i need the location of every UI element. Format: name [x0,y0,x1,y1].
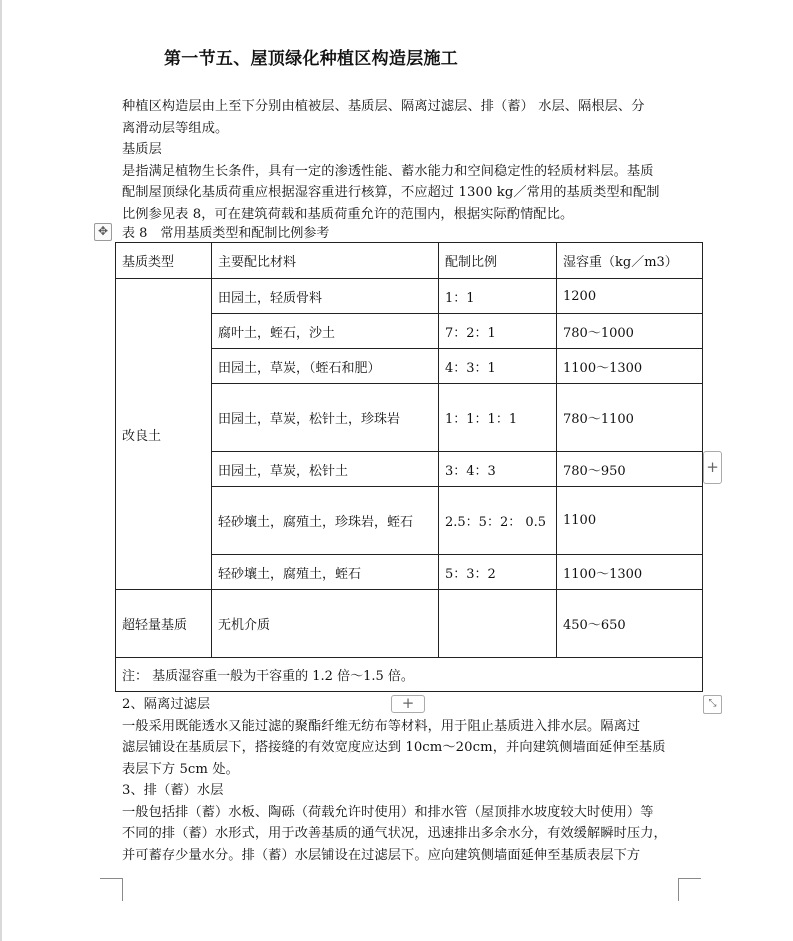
ratio-cell: 5：3：2 [439,555,557,590]
table-add-column-button[interactable]: + [703,451,722,484]
ratio-cell: 4：3：1 [439,349,557,384]
density-cell: 780～1100 [557,384,703,452]
page-margin-corner-mark [678,878,701,901]
table-row [116,279,703,314]
ratio-cell: 1：1 [439,279,557,314]
table-header-cell: 基质类型 [116,243,212,279]
table-header-row [116,243,703,279]
table-row [116,590,703,658]
filter-layer-section [122,694,684,866]
table-header-cell: 主要配比材料 [212,243,439,279]
density-cell: 1200 [557,279,703,314]
page-left-edge [0,0,2,941]
ratio-cell [439,590,557,658]
table-note: 注： 基质湿容重一般为干容重的 1.2 倍～1.5 倍。 [116,658,703,692]
text-line: 不同的排（蓄）水形式，用于改善基质的通气状况，迅速排出多余水分，有效缓解瞬时压力， [122,826,667,841]
page-margin-corner-mark [100,878,123,901]
ratio-cell: 7：2：1 [439,314,557,349]
density-cell: 780～950 [557,452,703,487]
intro-paragraph [122,96,684,225]
material-cell: 田园土，草炭，（蛭石和肥） [212,349,439,384]
text-line: 并可蓄存少量水分。排（蓄）水层铺设在过滤层下。应向建筑侧墙面延伸至基质表层下方 [122,847,641,863]
material-cell: 田园土，草炭，松针土 [212,452,439,487]
substrate-type-cell: 超轻量基质 [116,590,212,658]
material-cell: 腐叶土，蛭石，沙土 [212,314,439,349]
table-caption: 表 8 常用基质类型和配制比例参考 [122,226,330,241]
substrate-type-cell: 改良土 [116,279,212,590]
material-cell: 轻砂壤土，腐殖土，蛭石 [212,555,439,590]
text-line: 配制屋顶绿化基质荷重应根据湿容重进行核算，不应超过 1300 kg／常用的基质类型和配制 [122,185,660,200]
density-cell: 1100～1300 [557,555,703,590]
table-move-handle-icon[interactable]: ✥ [94,223,112,241]
density-cell: 1100～1300 [557,349,703,384]
ratio-cell: 2.5：5：2： 0.5 [439,487,557,555]
ratio-cell: 3：4：3 [439,452,557,487]
table-resize-handle-icon[interactable]: ⤡ [703,695,722,714]
section-heading-drainage: 3、排（蓄）水层 [122,783,224,798]
text-line: 一般包括排（蓄）水板、陶砾（荷载允许时使用）和排水管（屋顶排水坡度较大时使用）等 [122,804,654,820]
material-cell: 轻砂壤土，腐殖土，珍珠岩，蛭石 [212,487,439,555]
text-line: 表层下方 5cm 处。 [122,761,239,777]
section-heading-substrate: 基质层 [122,142,162,157]
density-cell: 450～650 [557,590,703,658]
material-cell: 田园土，草炭，松针土，珍珠岩 [212,384,439,452]
table-note-row [116,658,703,692]
text-line: 离滑动层等组成。 [122,120,229,136]
section-title: 第一节五、屋顶绿化种植区构造层施工 [164,49,459,69]
text-line: 滤层铺设在基质层下，搭接缝的有效宽度应达到 10cm～20cm，并向建筑侧墙面延伸至基质 [122,740,666,755]
section-heading-filter: 2、隔离过滤层 [122,697,211,712]
substrate-ratio-table [115,242,703,692]
material-cell: 无机介质 [212,590,439,658]
table-header-cell: 湿容重（kg／m3） [557,243,703,279]
table-header-cell: 配制比例 [439,243,557,279]
text-line: 一般采用既能透水又能过滤的聚酯纤维无纺布等材料，用于阻止基质进入排水层。隔离过 [122,718,641,734]
table-add-row-button[interactable]: + [391,695,425,713]
text-line: 比例参见表 8，可在建筑荷载和基质荷重允许的范围内，根据实际酌情配比。 [122,206,574,222]
material-cell: 田园土，轻质骨料 [212,279,439,314]
ratio-cell: 1：1：1：1 [439,384,557,452]
density-cell: 780～1000 [557,314,703,349]
density-cell: 1100 [557,487,703,555]
text-line: 是指满足植物生长条件，具有一定的渗透性能、蓄水能力和空间稳定性的轻质材料层。基质 [122,163,654,179]
text-line: 种植区构造层由上至下分别由植被层、基质层、隔离过滤层、排（蓄） 水层、隔根层、分 [122,99,645,114]
